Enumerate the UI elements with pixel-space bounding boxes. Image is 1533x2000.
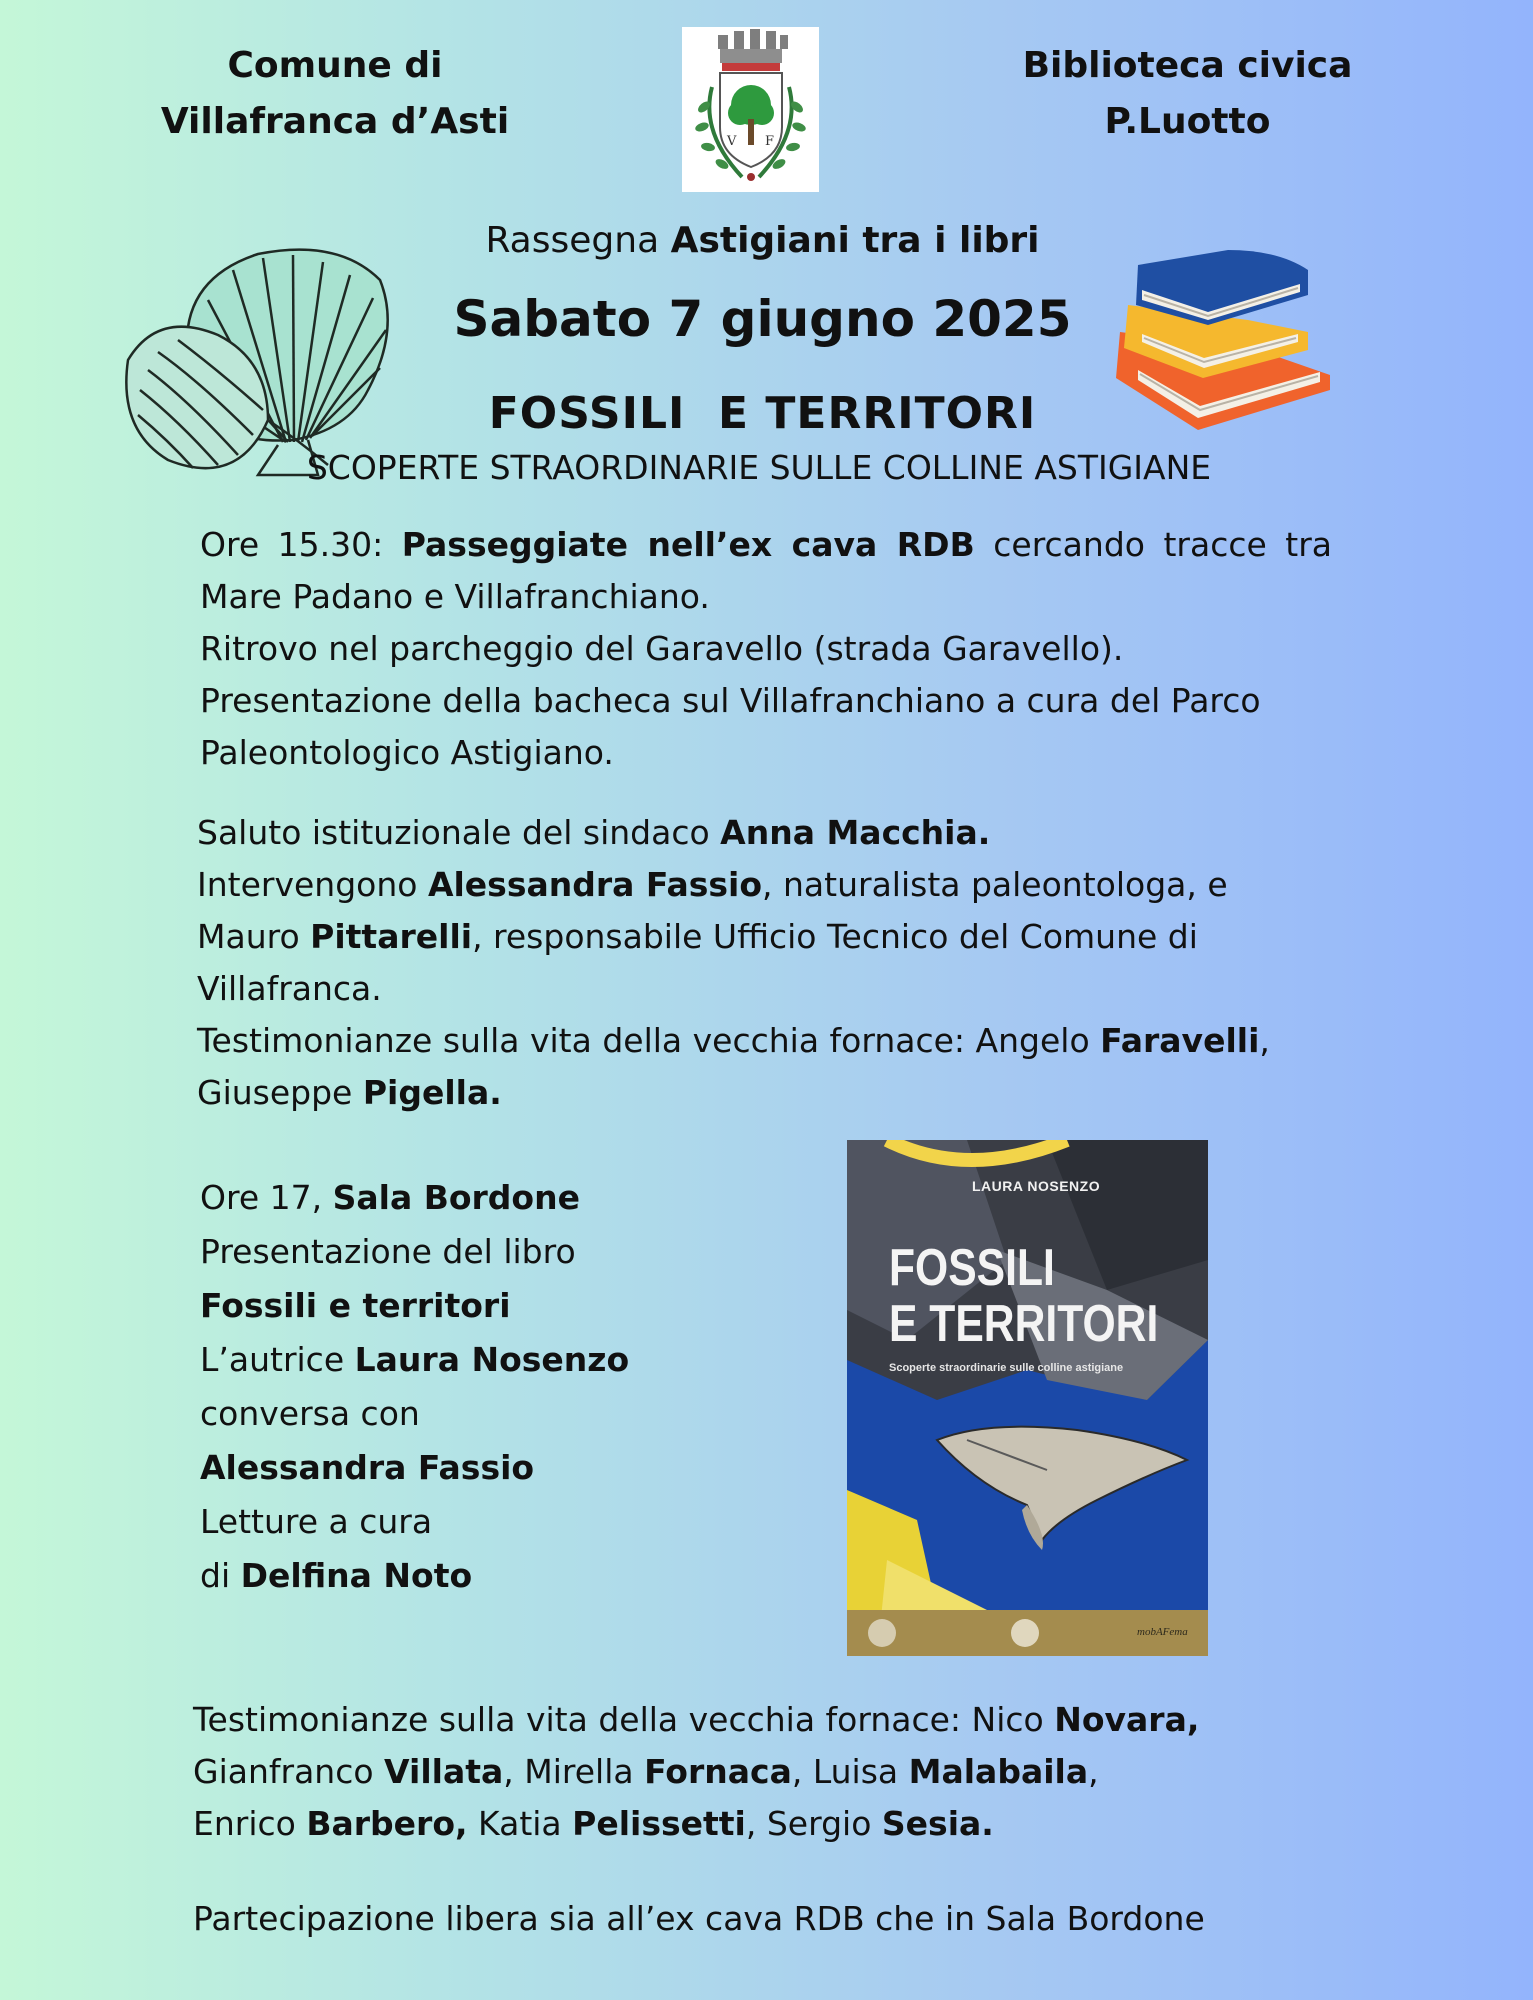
municipality-name — [140, 38, 530, 150]
author-name: Laura Nosenzo — [354, 1340, 630, 1379]
books-stack-icon — [1108, 250, 1333, 430]
book-event-time: Ore 17, — [200, 1178, 323, 1217]
testimonies-line3 — [193, 1798, 1343, 1850]
mayor-name: Anna Macchia. — [720, 813, 991, 852]
witness-novara: Novara, — [1054, 1700, 1200, 1739]
walk-line4: Presentazione della bacheca sul Villafranchiano a cura del Parco — [200, 681, 1261, 720]
greeting-line1-text: Saluto istituzionale del sindaco — [197, 813, 710, 852]
rassegna-prefix: Rassegna — [485, 220, 660, 261]
greeting-line2-rest: , naturalista paleontologa, e — [762, 865, 1228, 904]
testimonies-line1-text: Testimonianze sulla vita della vecchia fornace: Nico — [193, 1700, 1044, 1739]
greeting-line3-text: Mauro — [197, 917, 300, 956]
witness-first-mirella: , Mirella — [503, 1752, 634, 1791]
testimonies-block — [193, 1694, 1343, 1850]
library-line2: P.Luotto — [1104, 101, 1271, 142]
witness-first-gianfranco: Gianfranco — [193, 1752, 374, 1791]
cover-title — [889, 1240, 1158, 1352]
witness-pelissetti: Pelissetti — [572, 1804, 746, 1843]
testimonies-line2-comma: , — [1088, 1752, 1099, 1791]
library-line1: Biblioteca civica — [1022, 45, 1353, 86]
witness-first-katia: Katia — [478, 1804, 562, 1843]
witness-faravelli: Faravelli — [1100, 1021, 1260, 1060]
walk-line3: Ritrovo nel parcheggio del Garavello (strada Garavello). — [200, 629, 1124, 668]
municipal-crest — [682, 27, 819, 192]
greeting-line6-text: Giuseppe — [197, 1073, 353, 1112]
crest-letter-f: F — [765, 134, 775, 149]
cover-title-line2: E TERRITORI — [889, 1295, 1159, 1353]
crest-icon — [682, 27, 819, 192]
witness-barbero: Barbero, — [306, 1804, 468, 1843]
book-event-line8 — [200, 1549, 720, 1603]
testimonies-line1 — [193, 1694, 1343, 1746]
reader-name: Delfina Noto — [240, 1556, 473, 1595]
event-subtitle: SCOPERTE STRAORDINARIE SULLE COLLINE ASTIGIANE — [306, 448, 1212, 487]
witness-first-luisa: , Luisa — [791, 1752, 899, 1791]
crest-letter-v: V — [727, 134, 737, 149]
walk-line1-rest: cercando tracce tra — [993, 525, 1333, 564]
greeting-line4: Villafranca. — [197, 969, 382, 1008]
participation-note: Partecipazione libera sia all’ex cava RDB che in Sala Bordone — [193, 1899, 1205, 1938]
greeting-line2-text: Intervengono — [197, 865, 418, 904]
witness-first-enrico: Enrico — [193, 1804, 296, 1843]
reader-prefix: di — [200, 1556, 231, 1595]
event-title: FOSSILI E TERRITORI — [488, 388, 1037, 439]
book-cover-image — [847, 1140, 1208, 1656]
testimonies-line2 — [193, 1746, 1343, 1798]
books-illustration — [1108, 250, 1333, 430]
guest-name: Alessandra Fassio — [200, 1448, 535, 1487]
cover-title-line1: FOSSILI — [889, 1239, 1055, 1297]
book-cover-art — [847, 1140, 1208, 1656]
witness-pigella: Pigella. — [362, 1073, 502, 1112]
book-event-guest — [200, 1441, 720, 1495]
walk-title: Passeggiate nell’ex cava RDB — [401, 525, 975, 564]
speaker-fassio: Alessandra Fassio — [427, 865, 763, 904]
book-event-title — [200, 1279, 720, 1333]
walk-time: Ore 15.30: — [200, 525, 384, 564]
greeting-line5-text: Testimonianze sulla vita della vecchia fornace: Angelo — [197, 1021, 1090, 1060]
greeting-line2 — [197, 859, 1337, 911]
walk-line1 — [200, 519, 1332, 571]
greeting-line1 — [197, 807, 1337, 859]
municipality-line2: Villafranca d’Asti — [160, 101, 510, 142]
greeting-line3 — [197, 911, 1337, 963]
book-event-line5: conversa con — [200, 1394, 420, 1433]
witness-sesia: Sesia. — [881, 1804, 994, 1843]
greeting-line5-rest: , — [1259, 1021, 1270, 1060]
library-name — [1000, 38, 1375, 150]
author-prefix: L’autrice — [200, 1340, 345, 1379]
event-date: Sabato 7 giugno 2025 — [453, 290, 1072, 348]
greeting-line6 — [197, 1067, 1337, 1119]
greetings-block — [197, 807, 1337, 1119]
speaker-pittarelli: Pittarelli — [310, 917, 473, 956]
book-title: Fossili e territori — [200, 1286, 511, 1325]
rassegna-name: Astigiani tra i libri — [670, 220, 1040, 261]
witness-villata: Villata — [384, 1752, 504, 1791]
walk-line2: Mare Padano e Villafranchiano. — [200, 577, 710, 616]
rassegna-line — [400, 215, 1125, 267]
municipality-line1: Comune di — [227, 45, 443, 86]
book-event-place: Sala Bordone — [332, 1178, 580, 1217]
greeting-line5 — [197, 1015, 1337, 1067]
witness-malabaila: Malabaila — [908, 1752, 1089, 1791]
book-event-block — [200, 1171, 720, 1603]
book-event-line1 — [200, 1171, 720, 1225]
book-event-line2: Presentazione del libro — [200, 1232, 576, 1271]
witness-first-sergio: , Sergio — [745, 1804, 872, 1843]
walk-line5: Paleontologico Astigiano. — [200, 733, 614, 772]
walk-block — [200, 519, 1332, 779]
cover-subtitle: Scoperte straordinarie sulle colline astigiane — [889, 1362, 1124, 1374]
witness-fornaca: Fornaca — [644, 1752, 792, 1791]
book-event-line4 — [200, 1333, 720, 1387]
book-event-line7: Letture a cura — [200, 1502, 433, 1541]
greeting-line3-rest: , responsabile Ufficio Tecnico del Comune di — [472, 917, 1198, 956]
cover-author: LAURA NOSENZO — [972, 1178, 1101, 1194]
cover-publisher: mobAFema — [1137, 1626, 1188, 1638]
